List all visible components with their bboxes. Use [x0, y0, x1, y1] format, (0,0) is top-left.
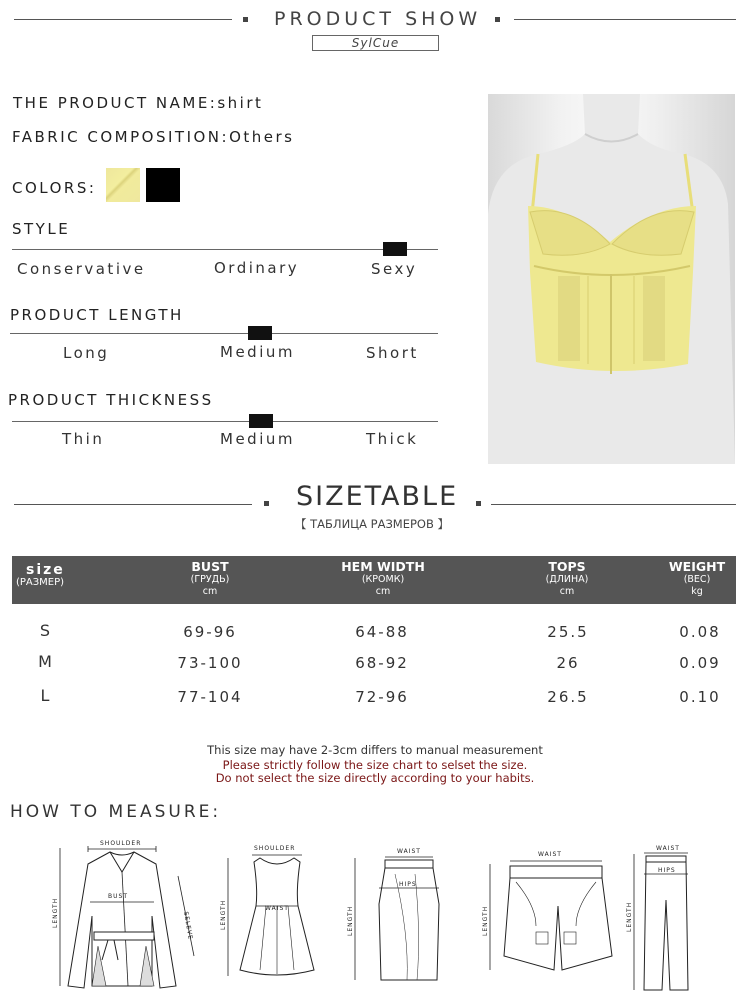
pants-hips-label: HIPS	[658, 867, 676, 874]
header-title: PRODUCT SHOW	[274, 8, 482, 30]
thickness-marker	[249, 414, 273, 428]
header-tops-sub: (ДЛИНА)	[545, 574, 589, 585]
style-title: STYLE	[12, 220, 71, 238]
header-size-sub: (РАЗМЕР)	[16, 577, 65, 588]
color-swatch-black[interactable]	[146, 168, 180, 202]
product-name-row	[13, 94, 263, 112]
cell-hem: 68-92	[355, 654, 409, 672]
header-size-main: size	[26, 562, 65, 578]
warning-line-1: Please strictly follow the size chart to selset the size.	[222, 758, 528, 772]
dress-shoulder-label: SHOULDER	[254, 845, 296, 852]
cell-bust: 73-100	[177, 654, 243, 672]
cell-size: S	[39, 621, 53, 640]
product-name-label: THE PRODUCT NAME:	[13, 94, 218, 112]
cell-hem: 72-96	[355, 688, 409, 706]
skirt-hips-label: HIPS	[399, 881, 417, 888]
fabric-value: Others	[229, 128, 295, 146]
header-size	[16, 563, 74, 589]
fabric-row	[12, 128, 294, 146]
header-bust-main: BUST	[191, 559, 229, 574]
fabric-label: FABRIC COMPOSITION:	[12, 128, 230, 146]
skirt-diagram	[345, 844, 445, 990]
shirt-shoulder-label: SHOULDER	[100, 840, 142, 847]
header-weight-main: WEIGHT	[668, 559, 726, 574]
header-hem	[328, 560, 438, 598]
length-option-medium: Medium	[220, 343, 295, 361]
sizetable-subtitle: 【 ТАБЛИЦА РАЗМЕРОВ 】	[295, 517, 450, 531]
shirt-length-label: LENGTH	[52, 897, 59, 928]
cell-weight: 0.10	[679, 688, 721, 706]
cell-bust: 69-96	[183, 623, 237, 641]
cell-hem: 64-88	[355, 623, 409, 641]
thickness-title: PRODUCT THICKNESS	[8, 391, 214, 409]
color-swatch-yellow[interactable]	[106, 168, 140, 202]
cell-bust: 77-104	[177, 688, 243, 706]
thickness-option-medium: Medium	[220, 430, 295, 448]
length-marker	[248, 326, 272, 340]
pants-length-label: LENGTH	[626, 901, 633, 932]
shorts-waist-label: WAIST	[538, 851, 562, 858]
header-bust	[160, 560, 260, 598]
length-option-long: Long	[63, 344, 110, 362]
header-bust-unit: cm	[202, 586, 218, 597]
header-hem-sub: (КРОМК)	[361, 574, 405, 585]
product-photo	[488, 94, 735, 464]
cell-size: L	[40, 686, 52, 705]
length-option-short: Short	[366, 344, 419, 362]
shirt-diagram	[48, 836, 198, 991]
header-tops	[517, 560, 617, 598]
sizetable-rule-left	[14, 504, 252, 505]
thickness-option-thick: Thick	[366, 430, 419, 448]
cell-size: M	[38, 652, 54, 671]
mannequin-top-illustration	[488, 94, 735, 464]
sizetable-rule-right	[491, 504, 736, 505]
thickness-track	[12, 421, 438, 422]
cell-weight: 0.09	[679, 654, 721, 672]
header-rule-left	[14, 19, 232, 20]
style-option-conservative: Conservative	[17, 260, 146, 278]
style-option-ordinary: Ordinary	[214, 259, 300, 277]
cell-tops: 25.5	[547, 623, 589, 641]
brand-box: SylCue	[312, 35, 439, 51]
warning-note	[0, 759, 750, 785]
length-track	[10, 333, 438, 334]
shirt-sleeve-label: SELEVE	[182, 911, 194, 941]
product-name-value: shirt	[217, 94, 264, 112]
shorts-diagram	[476, 846, 626, 976]
header-dot-left	[243, 17, 248, 22]
header-bust-sub: (ГРУДЬ)	[190, 574, 230, 585]
header-hem-unit: cm	[375, 586, 391, 597]
sizetable-dot-left	[264, 501, 269, 506]
skirt-length-label: LENGTH	[347, 905, 354, 936]
dress-length-label: LENGTH	[220, 899, 227, 930]
cell-tops: 26.5	[547, 688, 589, 706]
style-marker	[383, 242, 407, 256]
header-weight-sub: (ВЕС)	[683, 574, 711, 585]
header-weight	[652, 560, 742, 598]
pants-waist-label: WAIST	[656, 845, 680, 852]
warning-line-2: Do not select the size directly according to your habits.	[215, 771, 535, 785]
shorts-length-label: LENGTH	[482, 905, 489, 936]
header-rule-right	[514, 19, 736, 20]
style-track	[12, 249, 438, 250]
header-dot-right	[495, 17, 500, 22]
dress-waist-label: WAIST	[265, 905, 289, 912]
dress-diagram	[216, 840, 316, 990]
thickness-option-thin: Thin	[62, 430, 105, 448]
header-weight-unit: kg	[691, 586, 703, 597]
pants-diagram	[622, 840, 702, 995]
how-to-measure-title: HOW TO MEASURE:	[10, 802, 222, 822]
style-option-sexy: Sexy	[371, 260, 418, 278]
cell-weight: 0.08	[679, 623, 721, 641]
shirt-bust-label: BUST	[108, 893, 128, 900]
size-table-header	[12, 556, 736, 604]
header-tops-main: TOPS	[548, 559, 586, 574]
measurement-note: This size may have 2-3cm differs to manual measurement	[207, 743, 543, 757]
header-tops-unit: cm	[559, 586, 575, 597]
length-title: PRODUCT LENGTH	[10, 306, 184, 324]
sizetable-title: SIZETABLE	[296, 481, 459, 512]
colors-label: COLORS:	[12, 179, 97, 197]
skirt-waist-label: WAIST	[397, 848, 421, 855]
sizetable-dot-right	[476, 501, 481, 506]
cell-tops: 26	[556, 654, 580, 672]
header-hem-main: HEM WIDTH	[341, 559, 425, 574]
